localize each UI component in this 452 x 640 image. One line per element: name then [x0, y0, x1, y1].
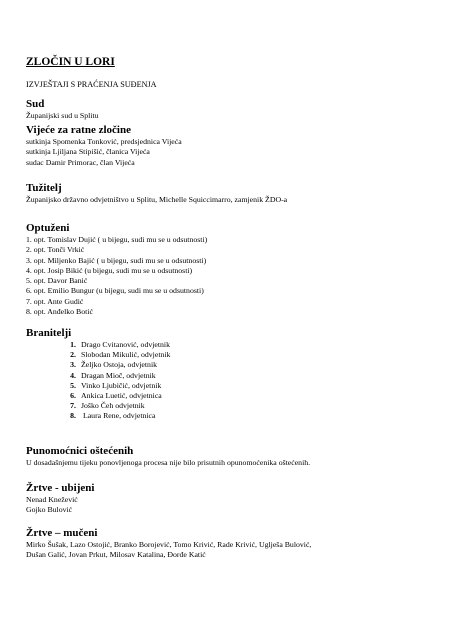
- section-line: U dosadašnjemu tijeku ponovljenoga procesa nije bilo prisutnih opunomoćenika oštećenih.: [26, 458, 311, 467]
- section-heading: Tužitelj: [26, 182, 62, 194]
- document-subtitle: IZVJEŠTAJI S PRAĆENJA SUĐENJA: [26, 80, 157, 89]
- defendant-line: 7. opt. Ante Gudić: [26, 296, 84, 306]
- list-number: 8.: [70, 411, 76, 421]
- section-heading: Sud: [26, 98, 45, 110]
- defenders-list: [26, 340, 170, 422]
- list-number: 2.: [70, 350, 76, 360]
- list-item: [66, 401, 170, 411]
- list-number: 6.: [70, 391, 76, 401]
- list-item: [66, 340, 170, 350]
- list-number: 4.: [70, 370, 76, 380]
- section-line: sudac Damir Primorac, član Vijeća: [26, 157, 135, 167]
- section-zrtve-ubijeni: [26, 482, 94, 516]
- list-text: Željko Ostoja, odvjetnik: [81, 360, 158, 370]
- section-vijece: [26, 124, 182, 168]
- defendant-line: 4. opt. Josip Bikić (u bijegu, sudi mu se u odsutnosti): [26, 265, 193, 275]
- section-line: sutkinja Spomenka Tonković, predsjednica Vijeća: [26, 137, 182, 146]
- list-item: [66, 391, 170, 401]
- defendant-line: 5. opt. Davor Banić: [26, 276, 88, 286]
- defendant-line: 2. opt. Tonči Vrkić: [26, 245, 85, 255]
- section-line: Dušan Galić, Jovan Prkut, Milosav Katalina, Đorđe Katić: [26, 550, 206, 560]
- section-heading: Žrtve - ubijeni: [26, 482, 95, 494]
- list-item: [66, 371, 170, 381]
- defendant-line: 1. opt. Tomislav Dujić ( u bijegu, sudi mu se u odsutnosti): [26, 235, 208, 244]
- defendant-line: 3. opt. Miljenko Bajić ( u bijegu, sudi mu se u odsutnosti): [26, 255, 207, 265]
- section-branitelji: [26, 327, 170, 422]
- section-sud: [26, 98, 99, 121]
- section-tuzitelj: [26, 182, 287, 205]
- list-text: Slobodan Mikulić, odvjetnik: [81, 350, 171, 360]
- list-text: Vinko Ljubičić, odvjetnik: [81, 380, 162, 390]
- section-heading: Vijeće za ratne zločine: [26, 124, 131, 136]
- list-text: Laura Rene, odvjetnica: [81, 411, 156, 421]
- list-number: 3.: [70, 360, 76, 370]
- section-heading: Punomoćnici oštećenih: [26, 445, 134, 457]
- section-line: sutkinja Ljiljana Stipišić, članica Vijeća: [26, 147, 150, 157]
- list-number: 7.: [70, 401, 76, 411]
- list-text: Drago Cvitanović, odvjetnik: [81, 340, 170, 349]
- section-optuzeni: [26, 222, 207, 317]
- section-heading: Branitelji: [26, 327, 72, 339]
- section-line: Gojko Bulović: [26, 505, 73, 515]
- section-heading: Optuženi: [26, 222, 70, 234]
- list-item: [66, 360, 170, 370]
- list-number: 5.: [70, 380, 76, 390]
- section-line: Županijski sud u Splitu: [26, 111, 99, 120]
- list-text: Ankica Luetić, odvjetnica: [81, 391, 162, 401]
- list-text: Dragan Mioč, odvjetnik: [81, 370, 156, 380]
- section-line: Županijsko državno odvjetništvo u Splitu, Michelle Squiccimarro, zamjenik ŽDO-a: [26, 195, 288, 204]
- document-title: ZLOČIN U LORI: [26, 56, 115, 68]
- section-heading: Žrtve – mučeni: [26, 527, 98, 539]
- list-item: [66, 411, 170, 421]
- section-line: Mirko Šušak, Lazo Ostojić, Branko Borojević, Tomo Krivić, Rade Krivić, Uglješa Bulović,: [26, 540, 312, 549]
- list-item: [66, 381, 170, 391]
- list-text: Joško Čeh odvjetnik: [81, 401, 145, 411]
- section-line: Nenad Knežević: [26, 495, 78, 504]
- defendant-line: 6. opt. Emilio Bungur (u bijegu, sudi mu se u odsutnosti): [26, 286, 204, 296]
- section-zrtve-muceni: [26, 527, 311, 561]
- list-item: [66, 350, 170, 360]
- defendant-line: 8. opt. Anđelko Botić: [26, 307, 93, 317]
- section-punomocnici: [26, 445, 310, 468]
- list-number: 1.: [70, 340, 76, 349]
